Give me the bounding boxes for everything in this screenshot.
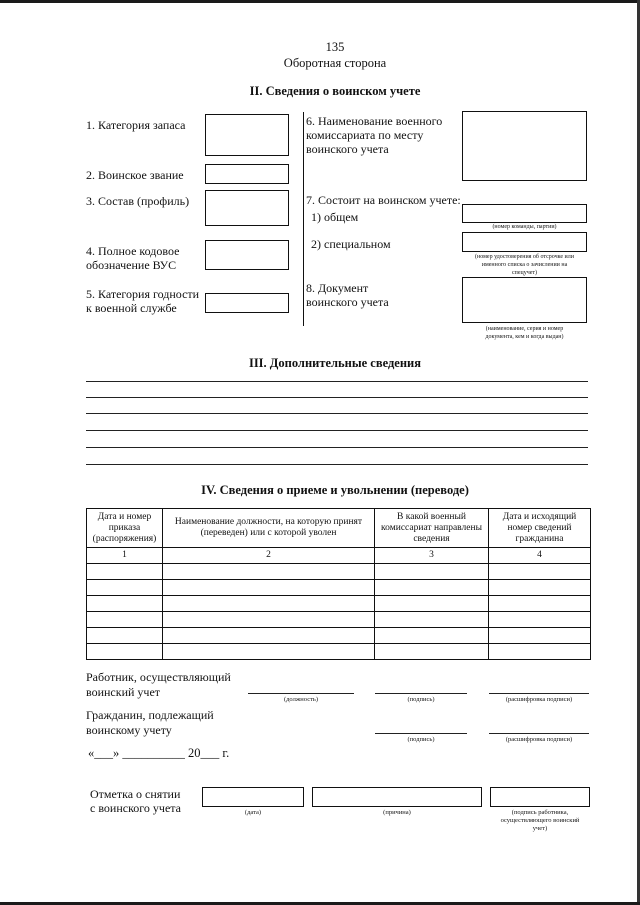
general-label: 1) общем <box>311 210 359 224</box>
table-cell[interactable] <box>87 580 163 596</box>
special-caption-line2: именного списка о зачислении на <box>481 262 568 268</box>
date-caption: (дата) <box>244 809 262 816</box>
additional-info-line[interactable] <box>86 430 588 431</box>
position-caption: (должность) <box>283 696 319 703</box>
section3-title: III. Дополнительные сведения <box>248 356 422 370</box>
citizen-label-line2: воинскому учету <box>86 723 172 737</box>
additional-info-line[interactable] <box>86 381 588 382</box>
table-cell[interactable] <box>163 596 375 612</box>
table-cell[interactable] <box>163 644 375 660</box>
table-cell[interactable] <box>489 596 591 612</box>
vus-field[interactable] <box>205 240 289 270</box>
vus-label-line1: 4. Полное кодовое <box>86 244 180 258</box>
commissariat-label-line3: воинского учета <box>306 142 389 156</box>
table-cell[interactable] <box>375 644 489 660</box>
header-order-date: Дата и номер приказа (распоряжения) <box>87 509 163 548</box>
fitness-label-line1: 5. Категория годности <box>86 287 200 301</box>
column-number: 3 <box>375 548 489 564</box>
table-cell[interactable] <box>163 612 375 628</box>
military-rank-field[interactable] <box>205 164 289 184</box>
table-header-row <box>87 509 591 548</box>
header-outgoing-number: Дата и исходящий номер сведений гражданина <box>489 509 591 548</box>
worker-label-line2: воинский учет <box>86 685 161 699</box>
section2-title: II. Сведения о воинском учете <box>249 84 421 98</box>
date-line[interactable]: «___» __________ 20___ г. <box>88 746 230 760</box>
document-caption-line1: (наименование, серия и номер <box>485 326 564 332</box>
side-title: Оборотная сторона <box>283 56 387 70</box>
citizen-label-line1: Гражданин, подлежащий <box>86 708 214 722</box>
table-cell[interactable] <box>163 564 375 580</box>
document-caption-line2: документа, кем и когда выдан) <box>485 334 564 340</box>
table-cell[interactable] <box>375 580 489 596</box>
table-row <box>87 644 591 660</box>
table-cell[interactable] <box>87 628 163 644</box>
table-cell[interactable] <box>375 596 489 612</box>
column-number: 1 <box>87 548 163 564</box>
deregistration-date-field[interactable] <box>202 787 304 807</box>
special-caption-line1: (номер удостоверения об отсрочке или <box>475 254 574 260</box>
table-cell[interactable] <box>87 612 163 628</box>
table-cell[interactable] <box>163 580 375 596</box>
column-number-row <box>87 548 591 564</box>
commissariat-field[interactable] <box>462 111 587 181</box>
commissariat-label-line2: комиссариата по месту <box>306 128 424 142</box>
worker-decoding-line[interactable] <box>489 693 589 694</box>
column-number: 2 <box>163 548 375 564</box>
decoding-caption-2: (расшифровка подписи) <box>505 736 573 743</box>
citizen-signature-line[interactable] <box>375 733 467 734</box>
header-position: Наименование должности, на которую принят (переведен) или с которой уволен <box>163 509 375 548</box>
table-cell[interactable] <box>489 628 591 644</box>
document-label-line2: воинского учета <box>306 295 389 309</box>
registered-label: 7. Состоит на воинском учете: <box>306 193 461 207</box>
composition-label: 3. Состав (профиль) <box>86 194 190 208</box>
additional-info-line[interactable] <box>86 397 588 398</box>
table-cell[interactable] <box>375 612 489 628</box>
table-cell[interactable] <box>375 564 489 580</box>
signature-caption: (подпись) <box>407 696 435 703</box>
table-cell[interactable] <box>163 628 375 644</box>
worker-position-line[interactable] <box>248 693 354 694</box>
table-cell[interactable] <box>489 564 591 580</box>
column-divider <box>303 112 304 326</box>
column-number: 4 <box>489 548 591 564</box>
document-field[interactable] <box>462 277 587 323</box>
special-caption-line3: спецучет) <box>511 270 538 276</box>
additional-info-line[interactable] <box>86 447 588 448</box>
fitness-label-line2: к военной службе <box>86 301 177 315</box>
document-label-line1: 8. Документ <box>306 281 369 295</box>
table-cell[interactable] <box>87 596 163 612</box>
deregistration-label-line2: с воинского учета <box>90 801 182 815</box>
reserve-category-label: 1. Категория запаса <box>86 118 186 132</box>
page-number: 135 <box>325 40 345 54</box>
table-cell[interactable] <box>489 644 591 660</box>
table-cell[interactable] <box>87 564 163 580</box>
special-field[interactable] <box>462 232 587 252</box>
deregistration-signature-field[interactable] <box>490 787 590 807</box>
additional-info-line[interactable] <box>86 413 588 414</box>
signature-caption-2: (подпись) <box>407 736 435 743</box>
composition-field[interactable] <box>205 190 289 226</box>
vus-label-line2: обозначение ВУС <box>86 258 177 272</box>
team-caption: (номер команды, партии) <box>492 224 557 230</box>
employment-history-table <box>86 508 591 660</box>
sign-caption-line3: учет) <box>532 825 548 832</box>
fitness-field[interactable] <box>205 293 289 313</box>
military-rank-label: 2. Воинское звание <box>86 168 184 182</box>
header-commissariat: В какой военный комиссариат направлены сведения <box>375 509 489 548</box>
table-cell[interactable] <box>489 612 591 628</box>
scan-edge-top <box>0 0 640 3</box>
table-cell[interactable] <box>489 580 591 596</box>
sign-caption-line2: осуществляющего воинский <box>500 817 580 824</box>
worker-label-line1: Работник, осуществляющий <box>86 670 231 684</box>
reason-caption: (причина) <box>383 809 411 816</box>
reserve-category-field[interactable] <box>205 114 289 156</box>
table-row <box>87 580 591 596</box>
table-row <box>87 596 591 612</box>
additional-info-line[interactable] <box>86 464 588 465</box>
general-field[interactable] <box>462 204 587 223</box>
deregistration-reason-field[interactable] <box>312 787 482 807</box>
special-label: 2) специальном <box>311 237 391 251</box>
deregistration-label-line1: Отметка о снятии <box>90 787 181 801</box>
table-row <box>87 628 591 644</box>
worker-signature-line[interactable] <box>375 693 467 694</box>
table-cell[interactable] <box>87 644 163 660</box>
section4-title: IV. Сведения о приеме и увольнении (переводе) <box>201 483 469 497</box>
table-row <box>87 612 591 628</box>
citizen-decoding-line[interactable] <box>489 733 589 734</box>
sign-caption-line1: (подпись работника, <box>511 809 569 816</box>
table-row <box>87 564 591 580</box>
table-cell[interactable] <box>375 628 489 644</box>
commissariat-label-line1: 6. Наименование военного <box>306 114 443 128</box>
decoding-caption: (расшифровка подписи) <box>505 696 573 703</box>
